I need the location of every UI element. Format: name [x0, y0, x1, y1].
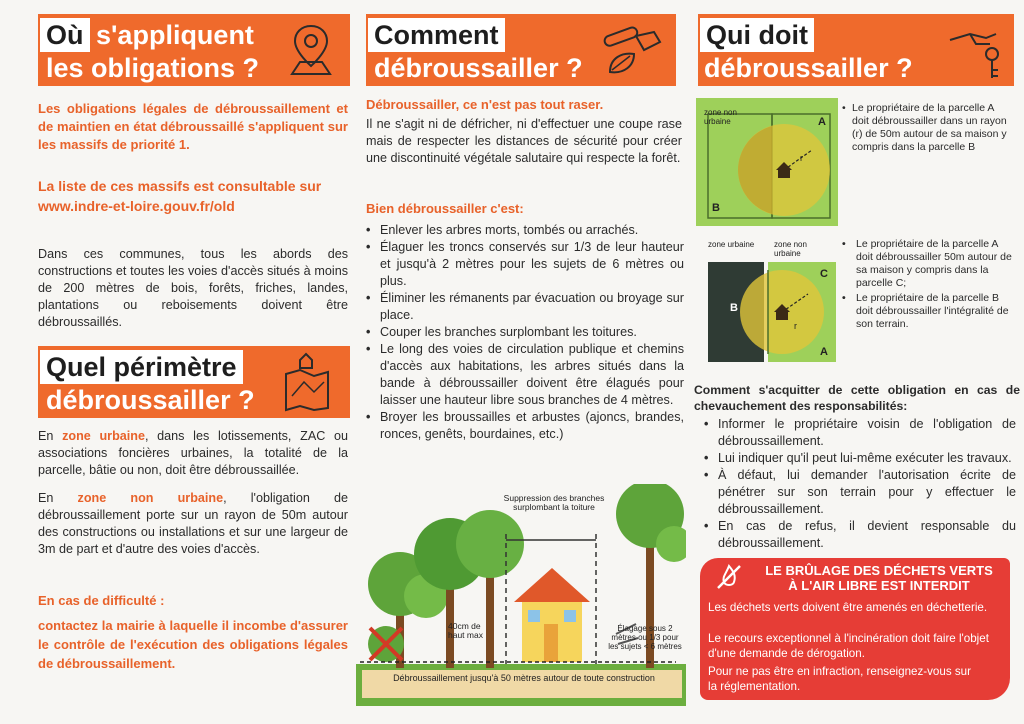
perimeter-title-part2: débroussailler ? [46, 385, 255, 415]
how-lead-body: Il ne s'agit ni de défricher, ni d'effectuer une coupe rase mais de respecter les distances de sécurité pour créer une discontinuité végétale salutaire qui respecte la forêt. [366, 117, 682, 165]
diag2-c: C [820, 268, 828, 280]
diag1-text [842, 102, 1012, 154]
diag1-r: r [800, 153, 803, 163]
burning-ban-body1: Les déchets verts doivent être amenés en déchetterie. [708, 601, 988, 614]
burning-ban-title [748, 563, 1010, 593]
perimeter-title-part1: Quel périmètre [40, 350, 243, 384]
plot-map-icon [282, 352, 332, 412]
nonurban-text [38, 490, 348, 558]
urban-zone-label: zone urbaine [62, 429, 145, 443]
overlap-list [704, 416, 1016, 552]
who-title-part2: débroussailler ? [704, 53, 913, 83]
where-title-part1: Où [40, 18, 90, 52]
overlap-item: • Informer le propriétaire voisin de l'obligation de débroussaillement. [704, 416, 1016, 450]
where-title-part3: les obligations ? [46, 53, 260, 83]
height-label: 40cm de haut max [448, 621, 483, 640]
no-fire-icon [714, 562, 744, 592]
diag2-item: • Le propriétaire de la parcelle A doit débroussailler 50m autour de sa maison y compris dans la parcelle C; [842, 238, 1014, 290]
urban-text [38, 428, 348, 479]
how-good-title: Bien débroussailler c'est: [366, 201, 524, 216]
how-good-item: • Le long des voies de circulation publique et chemins d'accès aux habitations, les arbres situés dans la bande à débroussailler doivent être élagués pour laisser une hauteur libre sous branches de 4 mètres. [366, 341, 684, 409]
column-where [0, 0, 350, 724]
urban-rest: , dans les lotissements, ZAC ou associations foncières urbaines, la totalité de la parcelle, bâtie ou non, doit être débroussaillée. [38, 429, 349, 477]
diag1-a: A [818, 116, 826, 128]
pruning-label: Élagage sous 2 mètres ou 1/3 pour les sujets < 6 mètres [608, 624, 682, 651]
how-title-part2: débroussailler ? [374, 53, 583, 83]
where-intro: Les obligations légales de débroussaillement et de maintien en état débroussaillé s'appliquent sur les massifs de priorité 1. [38, 101, 348, 152]
difficulty-title: En cas de difficulté : [38, 593, 165, 608]
burning-ban-body2: Le recours exceptionnel à l'incinération doit faire l'objet d'une demande de dérogation. [708, 632, 989, 660]
who-title-part1: Qui doit [700, 18, 814, 52]
how-good-item: • Éliminer les rémanents par évacuation ou broyage sur place. [366, 290, 684, 324]
map-pin-icon [290, 22, 332, 78]
diag1-text-content: Le propriétaire de la parcelle A doit débroussailler dans un rayon (r) de 50m autour de sa maison y compris dans la parcelle B [852, 102, 1007, 153]
diag2-item: • Le propriétaire de la parcelle B doit débroussailler l'intégralité de son terrain. [842, 292, 1014, 331]
overlap-item: • En cas de refus, il devient responsable du débroussaillement. [704, 518, 1016, 552]
how-good-item: • Élaguer les troncs conservés sur 1/3 de leur hauteur et jusqu'à 2 mètres pour les sujets de 6 mètres ou plus. [366, 239, 684, 290]
burning-ban-title-line1: LE BRÛLAGE DES DÉCHETS VERTS [765, 563, 993, 578]
nonurban-prefix: En [38, 491, 78, 505]
urban-prefix: En [38, 429, 63, 443]
nonurban-zone-label: zone non urbaine [77, 491, 224, 505]
how-title-part1: Comment [368, 18, 505, 52]
overlap-item: • À défaut, lui demander l'autorisation écrite de pénétrer sur son terrain pour y effectuer le débroussaillement. [704, 467, 1016, 518]
nonurban-rest: , l'obligation de débroussaillement porte sur un rayon de 50m autour des constructions ou installations et sur une largeur de 3m de part et d'autre des voies d'accès. [38, 491, 349, 556]
how-good-list [366, 222, 684, 443]
diag2-b: B [730, 302, 738, 314]
column-who [690, 0, 1024, 724]
how-good-item: • Couper les branches surplombant les toitures. [366, 324, 684, 341]
diag1-zone-label: zone non urbaine [704, 108, 737, 126]
column-how [356, 0, 686, 724]
where-list-link[interactable]: La liste de ces massifs est consultable sur www.indre-et-loire.gouv.fr/old [38, 178, 322, 214]
overlap-title: Comment s'acquitter de cette obligation en cas de chevauchement des responsabilités: [694, 383, 1020, 413]
how-lead-title: Débroussailler, ce n'est pas tout raser. [366, 97, 604, 112]
how-good-item: • Enlever les arbres morts, tombés ou arrachés. [366, 222, 684, 239]
burning-ban-body3: Pour ne pas être en infraction, renseignez-vous sur la réglementation. [708, 665, 971, 693]
diag2-a: A [820, 346, 828, 358]
distance-label: Débroussaillement jusqu'à 50 mètres autour de toute construction [393, 673, 655, 683]
where-body: Dans ces communes, tous les abords des constructions et toutes les voies d'accès situés à moins de 200 mètres de bois, forêts, friches, landes, plantations ou reboisements doivent être débroussaillés. [38, 247, 348, 329]
burning-ban-title-line2: À L'AIR LIBRE EST INTERDIT [788, 578, 970, 593]
diag2-list [842, 238, 1014, 331]
chainsaw-leaf-icon [600, 22, 666, 78]
where-title-part2: s'appliquent [96, 20, 254, 50]
how-good-item: • Broyer les broussailles et arbustes (ajoncs, brandes, ronces, genêts, bourdaines, etc.) [366, 409, 684, 443]
branches-label: Suppression des branches surplombant la toiture [503, 493, 605, 512]
bullet-icon: • [842, 102, 846, 114]
difficulty-body: contactez la mairie à laquelle il incombe d'assurer le contrôle de l'exécution des obligations légales de débroussaillement. [38, 618, 348, 671]
diag1-b: B [712, 202, 720, 214]
diag2-r: r [794, 321, 797, 331]
overlap-item: • Lui indiquer qu'il peut lui-même exécuter les travaux. [704, 450, 1016, 467]
diag2-zone-left: zone urbaine [708, 240, 755, 249]
diag2-zone-right: zone non urbaine [774, 240, 807, 258]
hand-keys-icon [946, 20, 1010, 82]
